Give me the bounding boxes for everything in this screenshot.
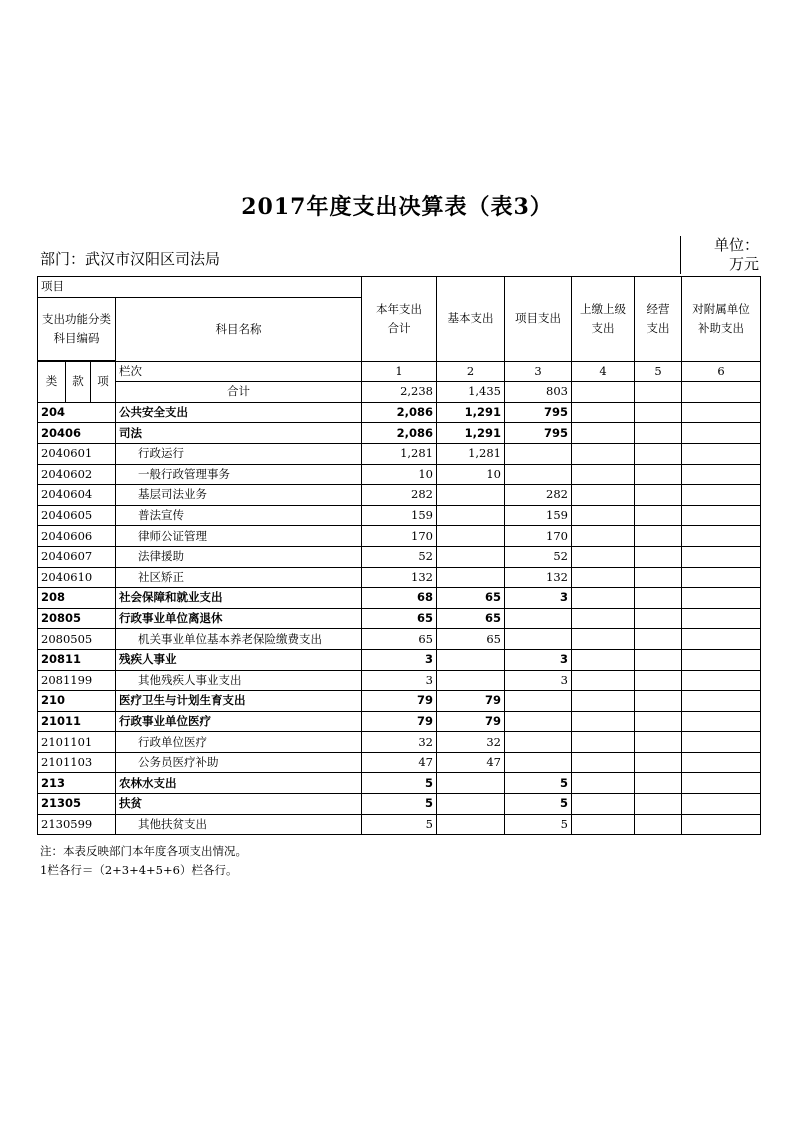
table-row xyxy=(38,485,761,506)
row-project xyxy=(505,711,572,732)
row-name: 其他扶贫支出 xyxy=(116,814,362,835)
unit-box xyxy=(680,236,759,274)
row-project: 132 xyxy=(505,567,572,588)
row-code: 210 xyxy=(38,691,116,712)
row-subsidy xyxy=(682,608,761,629)
row-upper xyxy=(572,691,635,712)
header-subject-name: 科目名称 xyxy=(116,297,362,361)
row-upper xyxy=(572,752,635,773)
row-project: 159 xyxy=(505,505,572,526)
row-basic xyxy=(437,773,505,794)
header-xiang: 项 xyxy=(91,361,116,402)
header-project: 项目 xyxy=(38,277,362,298)
row-code: 2040601 xyxy=(38,443,116,464)
row-subsidy xyxy=(682,670,761,691)
row-basic: 1,281 xyxy=(437,443,505,464)
row-basic: 65 xyxy=(437,608,505,629)
row-subsidy xyxy=(682,752,761,773)
row-total: 5 xyxy=(362,794,437,815)
row-upper xyxy=(572,443,635,464)
row-business xyxy=(635,711,682,732)
table-row xyxy=(38,773,761,794)
row-subsidy xyxy=(682,402,761,423)
row-total: 47 xyxy=(362,752,437,773)
row-total: 10 xyxy=(362,464,437,485)
row-basic xyxy=(437,794,505,815)
table-row xyxy=(38,629,761,650)
row-code: 2040602 xyxy=(38,464,116,485)
table-row xyxy=(38,505,761,526)
col-number-1: 1 xyxy=(362,361,437,382)
table-row xyxy=(38,443,761,464)
row-business xyxy=(635,732,682,753)
row-code: 2081199 xyxy=(38,670,116,691)
row-basic xyxy=(437,526,505,547)
row-code: 213 xyxy=(38,773,116,794)
row-upper xyxy=(572,526,635,547)
row-name: 其他残疾人事业支出 xyxy=(116,670,362,691)
row-subsidy xyxy=(682,485,761,506)
row-basic: 79 xyxy=(437,711,505,732)
row-basic: 10 xyxy=(437,464,505,485)
note-line-2: 1栏各行＝（2+3+4+5+6）栏各行。 xyxy=(40,863,238,877)
row-code: 21305 xyxy=(38,794,116,815)
table-row xyxy=(38,567,761,588)
row-business xyxy=(635,773,682,794)
table-row xyxy=(38,546,761,567)
row-basic: 1,291 xyxy=(437,402,505,423)
row-code: 20811 xyxy=(38,649,116,670)
row-upper xyxy=(572,711,635,732)
row-business xyxy=(635,752,682,773)
row-basic xyxy=(437,505,505,526)
table-row xyxy=(38,649,761,670)
row-code: 2040610 xyxy=(38,567,116,588)
row-subsidy xyxy=(682,588,761,609)
table-row xyxy=(38,464,761,485)
row-business xyxy=(635,567,682,588)
row-code: 2101103 xyxy=(38,752,116,773)
table-row xyxy=(38,711,761,732)
row-upper xyxy=(572,670,635,691)
row-subsidy xyxy=(682,505,761,526)
row-subsidy xyxy=(682,423,761,444)
row-basic: 32 xyxy=(437,732,505,753)
row-subsidy xyxy=(682,711,761,732)
row-code: 2040604 xyxy=(38,485,116,506)
header-kuan: 款 xyxy=(66,361,91,402)
row-upper xyxy=(572,567,635,588)
col-number-5: 5 xyxy=(635,361,682,382)
row-name: 法律援助 xyxy=(116,546,362,567)
table-row xyxy=(38,670,761,691)
row-upper xyxy=(572,629,635,650)
row-basic: 1,291 xyxy=(437,423,505,444)
row-business xyxy=(635,794,682,815)
row-name: 行政单位医疗 xyxy=(116,732,362,753)
row-project: 282 xyxy=(505,485,572,506)
row-subsidy xyxy=(682,567,761,588)
table-row xyxy=(38,794,761,815)
row-basic: 79 xyxy=(437,691,505,712)
row-name: 律师公证管理 xyxy=(116,526,362,547)
row-project: 795 xyxy=(505,402,572,423)
row-subsidy xyxy=(682,464,761,485)
row-subsidy xyxy=(682,526,761,547)
row-subsidy xyxy=(682,649,761,670)
header-col-basic: 基本支出 xyxy=(437,277,505,362)
row-project xyxy=(505,752,572,773)
row-upper xyxy=(572,649,635,670)
row-total: 159 xyxy=(362,505,437,526)
table-row xyxy=(38,732,761,753)
row-project xyxy=(505,443,572,464)
row-business xyxy=(635,649,682,670)
total-row-basic: 1,435 xyxy=(437,382,505,403)
row-subsidy xyxy=(682,794,761,815)
col-number-3: 3 xyxy=(505,361,572,382)
row-business xyxy=(635,526,682,547)
header-col-business: 经营支出 xyxy=(635,277,682,362)
page-title: 2017年度支出决算表（表3） xyxy=(241,194,553,220)
row-name: 医疗卫生与计划生育支出 xyxy=(116,691,362,712)
row-business xyxy=(635,423,682,444)
row-basic xyxy=(437,670,505,691)
row-total: 79 xyxy=(362,711,437,732)
row-basic: 47 xyxy=(437,752,505,773)
row-name: 行政运行 xyxy=(116,443,362,464)
row-project: 3 xyxy=(505,670,572,691)
col-number-6: 6 xyxy=(682,361,761,382)
row-total: 32 xyxy=(362,732,437,753)
header-col-subsidy: 对附属单位补助支出 xyxy=(682,277,761,362)
row-total: 65 xyxy=(362,629,437,650)
department-label: 部门：武汉市汉阳区司法局 xyxy=(40,250,221,268)
row-business xyxy=(635,588,682,609)
row-total: 2,086 xyxy=(362,423,437,444)
row-project: 5 xyxy=(505,814,572,835)
row-basic xyxy=(437,567,505,588)
unit-label: 单位： xyxy=(713,236,759,254)
row-name: 普法宣传 xyxy=(116,505,362,526)
row-project: 52 xyxy=(505,546,572,567)
table-row xyxy=(38,691,761,712)
row-basic xyxy=(437,546,505,567)
row-subsidy xyxy=(682,546,761,567)
row-total: 79 xyxy=(362,691,437,712)
table-row xyxy=(38,526,761,547)
row-upper xyxy=(572,546,635,567)
row-business xyxy=(635,546,682,567)
row-subsidy xyxy=(682,732,761,753)
row-name: 机关事业单位基本养老保险缴费支出 xyxy=(116,629,362,650)
row-name: 社区矫正 xyxy=(116,567,362,588)
row-project: 5 xyxy=(505,794,572,815)
col-number-4: 4 xyxy=(572,361,635,382)
row-business xyxy=(635,485,682,506)
row-upper xyxy=(572,814,635,835)
row-code: 204 xyxy=(38,402,116,423)
total-row-label: 合计 xyxy=(116,382,362,403)
row-business xyxy=(635,608,682,629)
header-col-total: 本年支出合计 xyxy=(362,277,437,362)
note-line-1: 注：本表反映部门本年度各项支出情况。 xyxy=(40,844,247,858)
row-subsidy xyxy=(682,814,761,835)
table-row xyxy=(38,814,761,835)
total-row-total: 2,238 xyxy=(362,382,437,403)
col-number-2: 2 xyxy=(437,361,505,382)
row-upper xyxy=(572,608,635,629)
row-total: 52 xyxy=(362,546,437,567)
row-upper xyxy=(572,794,635,815)
unit-value: 万元 xyxy=(728,255,759,273)
row-project: 170 xyxy=(505,526,572,547)
row-name: 行政事业单位医疗 xyxy=(116,711,362,732)
row-name: 扶贫 xyxy=(116,794,362,815)
row-code: 2040607 xyxy=(38,546,116,567)
table-row xyxy=(38,608,761,629)
table-row xyxy=(38,423,761,444)
row-business xyxy=(635,402,682,423)
table-row xyxy=(38,588,761,609)
row-name: 行政事业单位离退休 xyxy=(116,608,362,629)
row-project xyxy=(505,629,572,650)
row-subsidy xyxy=(682,773,761,794)
row-upper xyxy=(572,588,635,609)
row-code: 2101101 xyxy=(38,732,116,753)
row-upper xyxy=(572,485,635,506)
row-basic xyxy=(437,485,505,506)
row-upper xyxy=(572,505,635,526)
row-project: 5 xyxy=(505,773,572,794)
row-total: 1,281 xyxy=(362,443,437,464)
row-business xyxy=(635,629,682,650)
header-lanci: 栏次 xyxy=(116,361,362,382)
table-row xyxy=(38,752,761,773)
row-total: 132 xyxy=(362,567,437,588)
row-name: 残疾人事业 xyxy=(116,649,362,670)
row-basic xyxy=(437,814,505,835)
row-total: 65 xyxy=(362,608,437,629)
row-code: 20805 xyxy=(38,608,116,629)
row-subsidy xyxy=(682,691,761,712)
row-code: 2080505 xyxy=(38,629,116,650)
row-business xyxy=(635,443,682,464)
row-code: 2040606 xyxy=(38,526,116,547)
row-basic: 65 xyxy=(437,588,505,609)
row-upper xyxy=(572,773,635,794)
header-col-project: 项目支出 xyxy=(505,277,572,362)
header-col-upper: 上缴上级支出 xyxy=(572,277,635,362)
row-total: 170 xyxy=(362,526,437,547)
row-name: 基层司法业务 xyxy=(116,485,362,506)
row-total: 3 xyxy=(362,670,437,691)
row-business xyxy=(635,691,682,712)
row-total: 3 xyxy=(362,649,437,670)
row-basic: 65 xyxy=(437,629,505,650)
row-total: 68 xyxy=(362,588,437,609)
row-total: 2,086 xyxy=(362,402,437,423)
row-total: 5 xyxy=(362,814,437,835)
row-name: 社会保障和就业支出 xyxy=(116,588,362,609)
row-project: 795 xyxy=(505,423,572,444)
row-code: 208 xyxy=(38,588,116,609)
table-row xyxy=(38,402,761,423)
row-upper xyxy=(572,732,635,753)
row-subsidy xyxy=(682,443,761,464)
row-total: 5 xyxy=(362,773,437,794)
row-upper xyxy=(572,423,635,444)
row-name: 公共安全支出 xyxy=(116,402,362,423)
row-project xyxy=(505,608,572,629)
row-basic xyxy=(437,649,505,670)
total-row-project: 803 xyxy=(505,382,572,403)
row-project: 3 xyxy=(505,649,572,670)
row-business xyxy=(635,464,682,485)
row-project xyxy=(505,732,572,753)
expenditure-table xyxy=(37,276,761,835)
row-upper xyxy=(572,402,635,423)
header-func-code: 支出功能分类科目编码 xyxy=(38,297,116,360)
row-business xyxy=(635,670,682,691)
row-business xyxy=(635,505,682,526)
row-total: 282 xyxy=(362,485,437,506)
row-project xyxy=(505,691,572,712)
header-lei: 类 xyxy=(38,361,66,402)
row-code: 20406 xyxy=(38,423,116,444)
row-upper xyxy=(572,464,635,485)
row-name: 司法 xyxy=(116,423,362,444)
row-name: 一般行政管理事务 xyxy=(116,464,362,485)
row-code: 21011 xyxy=(38,711,116,732)
row-name: 公务员医疗补助 xyxy=(116,752,362,773)
row-code: 2130599 xyxy=(38,814,116,835)
row-business xyxy=(635,814,682,835)
row-name: 农林水支出 xyxy=(116,773,362,794)
row-subsidy xyxy=(682,629,761,650)
row-code: 2040605 xyxy=(38,505,116,526)
row-project: 3 xyxy=(505,588,572,609)
row-project xyxy=(505,464,572,485)
